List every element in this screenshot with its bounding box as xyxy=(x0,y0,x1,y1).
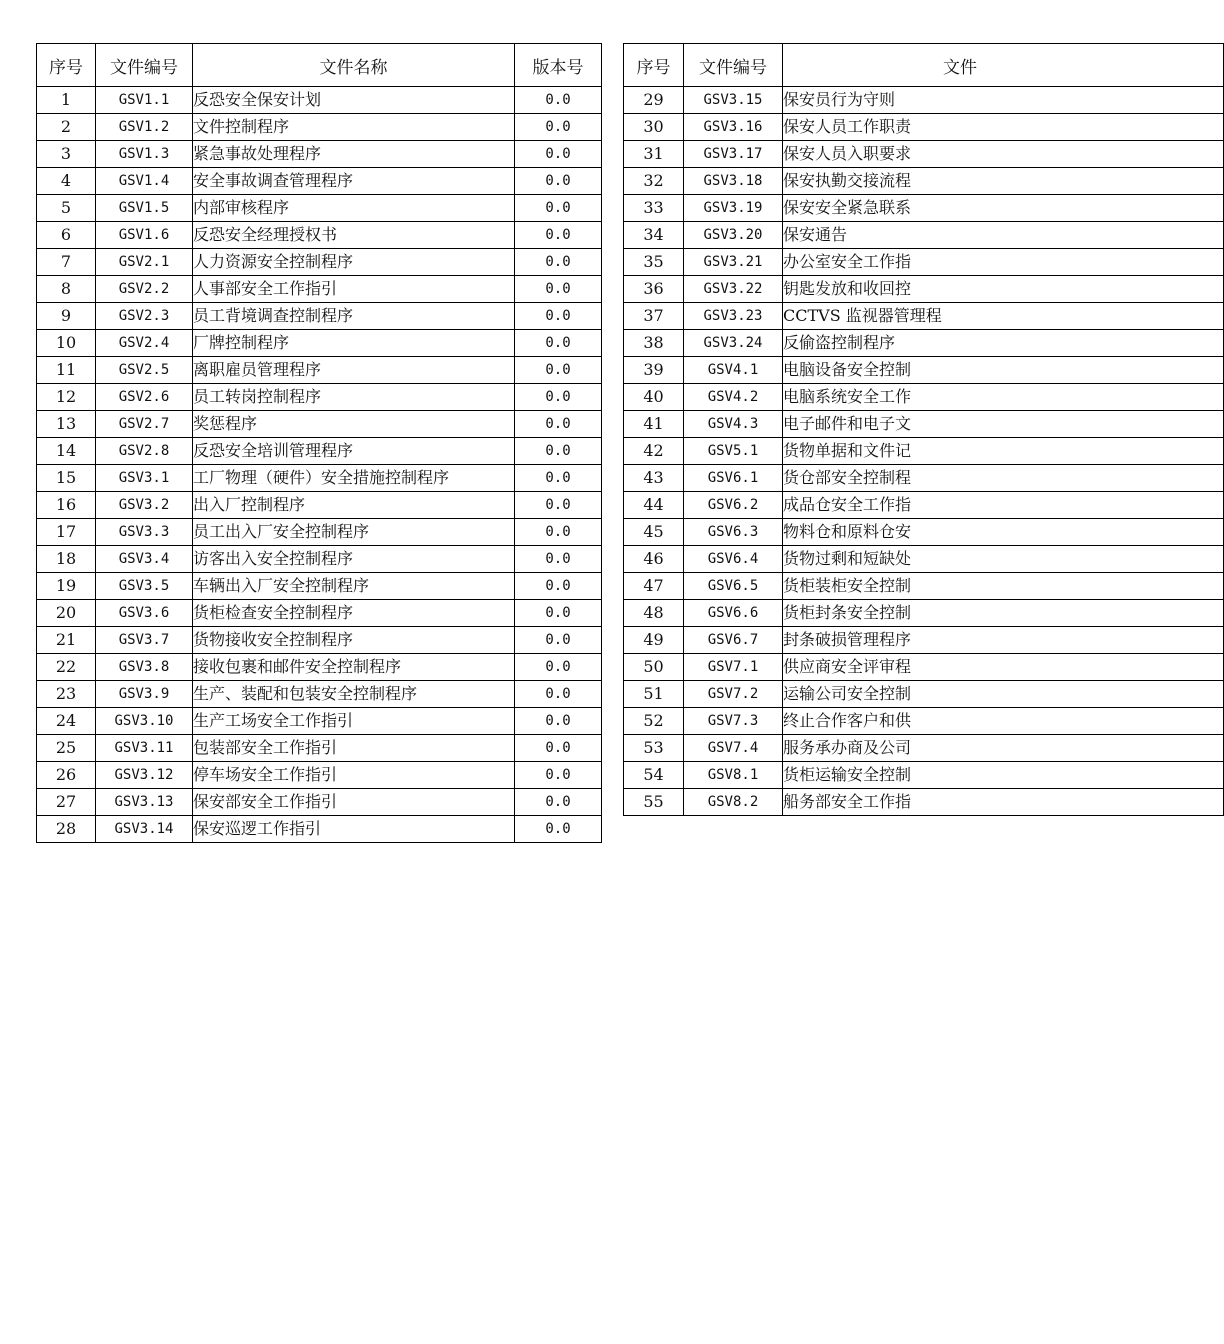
version-cell: 0.0 xyxy=(515,222,602,249)
table-row xyxy=(624,303,1224,330)
serial-cell: 47 xyxy=(624,573,684,600)
table-row xyxy=(37,762,602,789)
file-code-cell: GSV6.4 xyxy=(684,546,783,573)
file-name-cell: 生产、装配和包装安全控制程序 xyxy=(193,681,515,708)
file-name-cell: 终止合作客户和供 xyxy=(783,708,1224,735)
file-code-cell: GSV2.2 xyxy=(96,276,193,303)
table-row xyxy=(624,627,1224,654)
version-cell: 0.0 xyxy=(515,708,602,735)
file-code-cell: GSV3.1 xyxy=(96,465,193,492)
file-code-cell: GSV3.13 xyxy=(96,789,193,816)
file-name-cell: 保安人员入职要求 xyxy=(783,141,1224,168)
file-code-cell: GSV3.21 xyxy=(684,249,783,276)
serial-cell: 51 xyxy=(624,681,684,708)
serial-cell: 33 xyxy=(624,195,684,222)
table-row xyxy=(37,681,602,708)
file-name-cell: 货仓部安全控制程 xyxy=(783,465,1224,492)
version-cell: 0.0 xyxy=(515,816,602,843)
file-name-cell: 生产工场安全工作指引 xyxy=(193,708,515,735)
serial-cell: 49 xyxy=(624,627,684,654)
serial-cell: 7 xyxy=(37,249,96,276)
version-cell: 0.0 xyxy=(515,168,602,195)
version-cell: 0.0 xyxy=(515,438,602,465)
table-row xyxy=(624,195,1224,222)
file-name-cell: 货柜检查安全控制程序 xyxy=(193,600,515,627)
table-row xyxy=(37,168,602,195)
serial-cell: 36 xyxy=(624,276,684,303)
serial-cell: 37 xyxy=(624,303,684,330)
table-row xyxy=(624,330,1224,357)
serial-cell: 20 xyxy=(37,600,96,627)
version-cell: 0.0 xyxy=(515,249,602,276)
serial-cell: 35 xyxy=(624,249,684,276)
table-row xyxy=(624,519,1224,546)
document-index-table-left xyxy=(36,43,602,843)
file-name-cell: 电脑系统安全工作 xyxy=(783,384,1224,411)
table-row xyxy=(624,357,1224,384)
file-code-cell: GSV3.10 xyxy=(96,708,193,735)
table-row xyxy=(624,438,1224,465)
table-row xyxy=(37,708,602,735)
serial-cell: 24 xyxy=(37,708,96,735)
file-name-cell: 文件控制程序 xyxy=(193,114,515,141)
header-row xyxy=(37,44,602,87)
version-cell: 0.0 xyxy=(515,357,602,384)
file-name-cell: 反恐安全培训管理程序 xyxy=(193,438,515,465)
file-name-cell: 保安人员工作职责 xyxy=(783,114,1224,141)
version-cell: 0.0 xyxy=(515,492,602,519)
serial-cell: 9 xyxy=(37,303,96,330)
serial-cell: 31 xyxy=(624,141,684,168)
serial-cell: 3 xyxy=(37,141,96,168)
file-name-cell: 停车场安全工作指引 xyxy=(193,762,515,789)
file-code-cell: GSV5.1 xyxy=(684,438,783,465)
file-code-cell: GSV3.22 xyxy=(684,276,783,303)
serial-cell: 4 xyxy=(37,168,96,195)
header-file-name: 文件名称 xyxy=(193,44,515,87)
file-name-cell: 钥匙发放和收回控 xyxy=(783,276,1224,303)
file-name-cell: 船务部安全工作指 xyxy=(783,789,1224,816)
file-code-cell: GSV6.6 xyxy=(684,600,783,627)
file-name-cell: 接收包裹和邮件安全控制程序 xyxy=(193,654,515,681)
file-code-cell: GSV2.5 xyxy=(96,357,193,384)
version-cell: 0.0 xyxy=(515,735,602,762)
table-row xyxy=(624,654,1224,681)
file-code-cell: GSV2.8 xyxy=(96,438,193,465)
file-name-cell: 服务承办商及公司 xyxy=(783,735,1224,762)
table-row xyxy=(624,411,1224,438)
file-name-cell: 保安执勤交接流程 xyxy=(783,168,1224,195)
table-row xyxy=(37,222,602,249)
serial-cell: 13 xyxy=(37,411,96,438)
file-name-cell: 离职雇员管理程序 xyxy=(193,357,515,384)
file-code-cell: GSV3.23 xyxy=(684,303,783,330)
table-row xyxy=(624,681,1224,708)
file-name-cell: 紧急事故处理程序 xyxy=(193,141,515,168)
file-code-cell: GSV3.17 xyxy=(684,141,783,168)
file-name-cell: 货物过剩和短缺处 xyxy=(783,546,1224,573)
table-row xyxy=(624,141,1224,168)
file-name-cell: 人事部安全工作指引 xyxy=(193,276,515,303)
file-name-cell: CCTVS 监视器管理程 xyxy=(783,303,1224,330)
file-name-cell: 厂牌控制程序 xyxy=(193,330,515,357)
table-row xyxy=(624,492,1224,519)
serial-cell: 29 xyxy=(624,87,684,114)
serial-cell: 55 xyxy=(624,789,684,816)
file-code-cell: GSV3.7 xyxy=(96,627,193,654)
file-code-cell: GSV3.15 xyxy=(684,87,783,114)
file-code-cell: GSV6.7 xyxy=(684,627,783,654)
serial-cell: 41 xyxy=(624,411,684,438)
table-row xyxy=(624,168,1224,195)
header-version: 版本号 xyxy=(515,44,602,87)
file-code-cell: GSV4.1 xyxy=(684,357,783,384)
table-row xyxy=(624,762,1224,789)
table-row xyxy=(37,141,602,168)
serial-cell: 30 xyxy=(624,114,684,141)
file-code-cell: GSV6.5 xyxy=(684,573,783,600)
file-name-cell: 封条破损管理程序 xyxy=(783,627,1224,654)
serial-cell: 11 xyxy=(37,357,96,384)
serial-cell: 39 xyxy=(624,357,684,384)
file-name-cell: 保安员行为守则 xyxy=(783,87,1224,114)
header-file-code: 文件编号 xyxy=(96,44,193,87)
table-row xyxy=(37,735,602,762)
file-code-cell: GSV3.19 xyxy=(684,195,783,222)
file-code-cell: GSV2.6 xyxy=(96,384,193,411)
table-row xyxy=(37,600,602,627)
file-code-cell: GSV6.3 xyxy=(684,519,783,546)
version-cell: 0.0 xyxy=(515,87,602,114)
file-code-cell: GSV6.1 xyxy=(684,465,783,492)
file-name-cell: 员工转岗控制程序 xyxy=(193,384,515,411)
header-serial: 序号 xyxy=(624,44,684,87)
file-name-cell: 内部审核程序 xyxy=(193,195,515,222)
serial-cell: 27 xyxy=(37,789,96,816)
file-name-cell: 安全事故调查管理程序 xyxy=(193,168,515,195)
file-name-cell: 办公室安全工作指 xyxy=(783,249,1224,276)
file-code-cell: GSV1.5 xyxy=(96,195,193,222)
table-row xyxy=(37,573,602,600)
file-name-cell: 货柜运输安全控制 xyxy=(783,762,1224,789)
serial-cell: 15 xyxy=(37,465,96,492)
serial-cell: 6 xyxy=(37,222,96,249)
header-serial: 序号 xyxy=(37,44,96,87)
table-row xyxy=(624,249,1224,276)
table-row xyxy=(37,411,602,438)
file-name-cell: 人力资源安全控制程序 xyxy=(193,249,515,276)
table-row xyxy=(37,195,602,222)
file-name-cell: 电脑设备安全控制 xyxy=(783,357,1224,384)
file-code-cell: GSV8.2 xyxy=(684,789,783,816)
serial-cell: 1 xyxy=(37,87,96,114)
serial-cell: 10 xyxy=(37,330,96,357)
table-row xyxy=(37,249,602,276)
serial-cell: 53 xyxy=(624,735,684,762)
table-row xyxy=(624,546,1224,573)
file-code-cell: GSV1.2 xyxy=(96,114,193,141)
serial-cell: 21 xyxy=(37,627,96,654)
serial-cell: 18 xyxy=(37,546,96,573)
file-code-cell: GSV7.4 xyxy=(684,735,783,762)
serial-cell: 23 xyxy=(37,681,96,708)
file-code-cell: GSV1.4 xyxy=(96,168,193,195)
file-name-cell: 访客出入安全控制程序 xyxy=(193,546,515,573)
file-name-cell: 保安巡逻工作指引 xyxy=(193,816,515,843)
file-code-cell: GSV3.12 xyxy=(96,762,193,789)
file-code-cell: GSV3.9 xyxy=(96,681,193,708)
version-cell: 0.0 xyxy=(515,141,602,168)
table-row xyxy=(37,627,602,654)
file-code-cell: GSV4.3 xyxy=(684,411,783,438)
serial-cell: 2 xyxy=(37,114,96,141)
table-row xyxy=(37,303,602,330)
version-cell: 0.0 xyxy=(515,762,602,789)
file-code-cell: GSV1.3 xyxy=(96,141,193,168)
file-code-cell: GSV3.18 xyxy=(684,168,783,195)
serial-cell: 45 xyxy=(624,519,684,546)
file-code-cell: GSV3.8 xyxy=(96,654,193,681)
file-code-cell: GSV2.1 xyxy=(96,249,193,276)
file-name-cell: 员工出入厂安全控制程序 xyxy=(193,519,515,546)
table-row xyxy=(37,330,602,357)
version-cell: 0.0 xyxy=(515,276,602,303)
version-cell: 0.0 xyxy=(515,681,602,708)
table-row xyxy=(37,492,602,519)
header-file-name: 文件 xyxy=(783,44,1224,87)
file-code-cell: GSV3.20 xyxy=(684,222,783,249)
file-name-cell: 保安安全紧急联系 xyxy=(783,195,1224,222)
table-row xyxy=(624,384,1224,411)
table-row xyxy=(37,438,602,465)
file-name-cell: 供应商安全评审程 xyxy=(783,654,1224,681)
file-name-cell: 反恐安全保安计划 xyxy=(193,87,515,114)
file-name-cell: 货物单据和文件记 xyxy=(783,438,1224,465)
file-code-cell: GSV3.2 xyxy=(96,492,193,519)
file-name-cell: 工厂物理（硬件）安全措施控制程序 xyxy=(193,465,515,492)
table-row xyxy=(624,600,1224,627)
file-name-cell: 电子邮件和电子文 xyxy=(783,411,1224,438)
serial-cell: 40 xyxy=(624,384,684,411)
table-row xyxy=(37,546,602,573)
file-name-cell: 包装部安全工作指引 xyxy=(193,735,515,762)
serial-cell: 8 xyxy=(37,276,96,303)
version-cell: 0.0 xyxy=(515,195,602,222)
file-code-cell: GSV3.24 xyxy=(684,330,783,357)
file-name-cell: 车辆出入厂安全控制程序 xyxy=(193,573,515,600)
serial-cell: 22 xyxy=(37,654,96,681)
file-code-cell: GSV2.3 xyxy=(96,303,193,330)
table-row xyxy=(37,789,602,816)
version-cell: 0.0 xyxy=(515,114,602,141)
serial-cell: 5 xyxy=(37,195,96,222)
serial-cell: 17 xyxy=(37,519,96,546)
version-cell: 0.0 xyxy=(515,546,602,573)
table-row xyxy=(37,465,602,492)
serial-cell: 50 xyxy=(624,654,684,681)
table-row xyxy=(624,465,1224,492)
serial-cell: 34 xyxy=(624,222,684,249)
file-name-cell: 出入厂控制程序 xyxy=(193,492,515,519)
header-row xyxy=(624,44,1224,87)
header-file-code: 文件编号 xyxy=(684,44,783,87)
file-code-cell: GSV7.2 xyxy=(684,681,783,708)
file-code-cell: GSV3.16 xyxy=(684,114,783,141)
serial-cell: 14 xyxy=(37,438,96,465)
file-name-cell: 物料仓和原料仓安 xyxy=(783,519,1224,546)
serial-cell: 44 xyxy=(624,492,684,519)
file-code-cell: GSV7.3 xyxy=(684,708,783,735)
file-code-cell: GSV3.3 xyxy=(96,519,193,546)
version-cell: 0.0 xyxy=(515,654,602,681)
serial-cell: 26 xyxy=(37,762,96,789)
table-row xyxy=(37,384,602,411)
serial-cell: 42 xyxy=(624,438,684,465)
version-cell: 0.0 xyxy=(515,600,602,627)
file-code-cell: GSV8.1 xyxy=(684,762,783,789)
table-row xyxy=(624,708,1224,735)
table-row xyxy=(624,789,1224,816)
file-code-cell: GSV2.7 xyxy=(96,411,193,438)
table-row xyxy=(37,654,602,681)
version-cell: 0.0 xyxy=(515,303,602,330)
file-code-cell: GSV3.11 xyxy=(96,735,193,762)
serial-cell: 25 xyxy=(37,735,96,762)
file-name-cell: 货柜封条安全控制 xyxy=(783,600,1224,627)
file-code-cell: GSV1.1 xyxy=(96,87,193,114)
file-name-cell: 保安通告 xyxy=(783,222,1224,249)
table-row xyxy=(624,87,1224,114)
version-cell: 0.0 xyxy=(515,411,602,438)
table-row xyxy=(37,519,602,546)
file-code-cell: GSV3.14 xyxy=(96,816,193,843)
file-name-cell: 反偷盗控制程序 xyxy=(783,330,1224,357)
file-name-cell: 奖惩程序 xyxy=(193,411,515,438)
version-cell: 0.0 xyxy=(515,519,602,546)
version-cell: 0.0 xyxy=(515,573,602,600)
file-code-cell: GSV4.2 xyxy=(684,384,783,411)
table-row xyxy=(624,573,1224,600)
serial-cell: 16 xyxy=(37,492,96,519)
table-row xyxy=(37,87,602,114)
serial-cell: 48 xyxy=(624,600,684,627)
file-code-cell: GSV7.1 xyxy=(684,654,783,681)
table-row xyxy=(37,276,602,303)
table-row xyxy=(624,276,1224,303)
file-name-cell: 货物接收安全控制程序 xyxy=(193,627,515,654)
file-code-cell: GSV3.5 xyxy=(96,573,193,600)
file-name-cell: 反恐安全经理授权书 xyxy=(193,222,515,249)
table-row xyxy=(37,816,602,843)
serial-cell: 46 xyxy=(624,546,684,573)
serial-cell: 43 xyxy=(624,465,684,492)
serial-cell: 32 xyxy=(624,168,684,195)
serial-cell: 28 xyxy=(37,816,96,843)
file-name-cell: 成品仓安全工作指 xyxy=(783,492,1224,519)
serial-cell: 38 xyxy=(624,330,684,357)
serial-cell: 52 xyxy=(624,708,684,735)
file-code-cell: GSV2.4 xyxy=(96,330,193,357)
file-name-cell: 保安部安全工作指引 xyxy=(193,789,515,816)
file-name-cell: 员工背境调查控制程序 xyxy=(193,303,515,330)
file-code-cell: GSV3.4 xyxy=(96,546,193,573)
file-code-cell: GSV3.6 xyxy=(96,600,193,627)
file-name-cell: 运输公司安全控制 xyxy=(783,681,1224,708)
file-code-cell: GSV6.2 xyxy=(684,492,783,519)
version-cell: 0.0 xyxy=(515,627,602,654)
file-code-cell: GSV1.6 xyxy=(96,222,193,249)
version-cell: 0.0 xyxy=(515,384,602,411)
table-row xyxy=(37,114,602,141)
serial-cell: 54 xyxy=(624,762,684,789)
table-row xyxy=(37,357,602,384)
serial-cell: 19 xyxy=(37,573,96,600)
serial-cell: 12 xyxy=(37,384,96,411)
version-cell: 0.0 xyxy=(515,330,602,357)
table-row xyxy=(624,222,1224,249)
table-row xyxy=(624,114,1224,141)
table-row xyxy=(624,735,1224,762)
file-name-cell: 货柜装柜安全控制 xyxy=(783,573,1224,600)
version-cell: 0.0 xyxy=(515,465,602,492)
document-index-table-right xyxy=(623,43,1224,816)
version-cell: 0.0 xyxy=(515,789,602,816)
